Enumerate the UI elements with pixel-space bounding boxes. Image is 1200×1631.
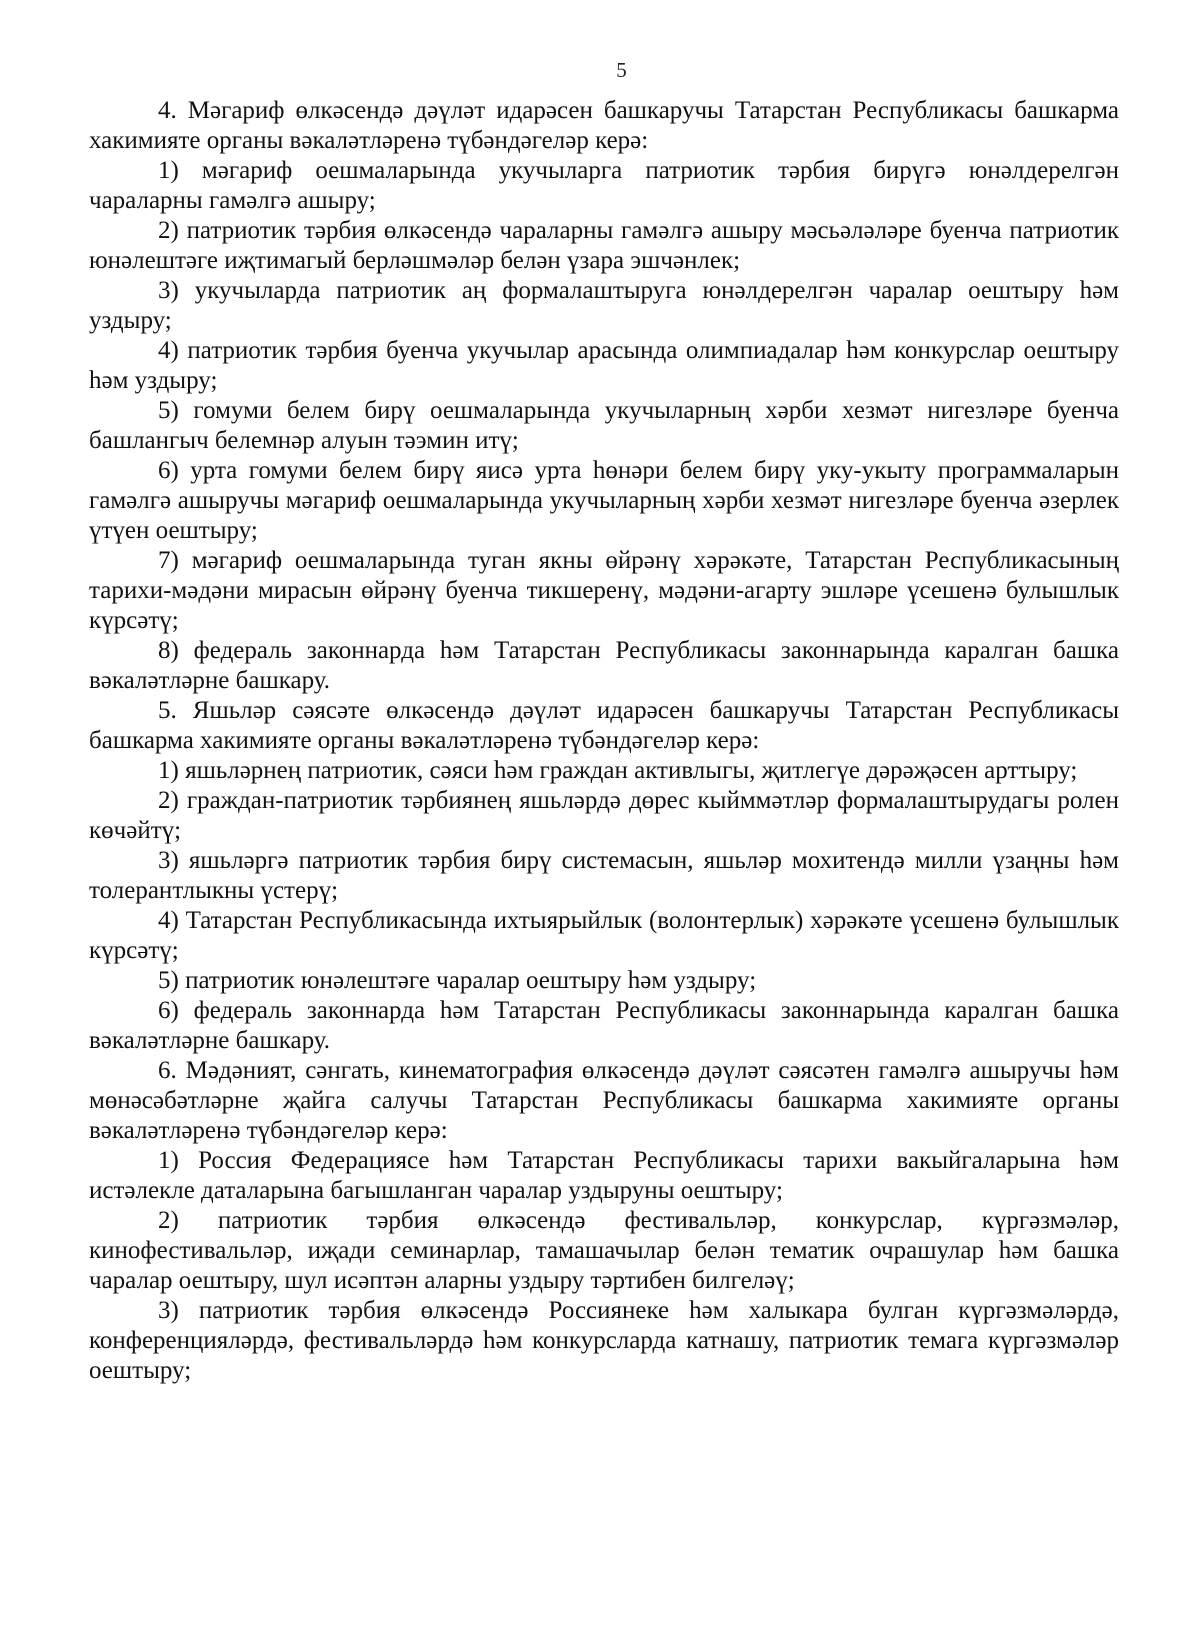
paragraph-4-item-5: 5) гомуми белем бирү оешмаларында укучыларның хәрби хезмәт нигезләре буенча башлангыч белемнәр алуын тәэмин итү; — [89, 397, 1119, 454]
paragraph-4-item-3: 3) укучыларда патриотик аң формалаштыруга юнәлдерелгән чаралар оештыру һәм уздыру; — [89, 277, 1119, 334]
page-number: 5 — [616, 58, 627, 82]
paragraph-6-item-3: 3) патриотик тәрбия өлкәсендә Россиянеке һәм халыкара булган күргәзмәләрдә, конференцияләрдә, фестивальләрдә һәм конкурсларда катнашу, патриотик темага күргәзмәләр оештыру; — [89, 1297, 1119, 1384]
paragraph-6-item-2: 2) патриотик тәрбия өлкәсендә фестивальләр, конкурслар, күргәзмәләр, кинофестивальләр, иҗади семинарлар, тамашачылар белән тематик очрашулар һәм башка чаралар оештыру, шул исәптән аларны уздыру тәртибен билгеләү; — [89, 1207, 1119, 1294]
paragraph-5-item-5: 5) патриотик юнәлештәге чаралар оештыру һәм уздыру; — [158, 967, 757, 994]
paragraph-6-heading: 6. Мәдәният, сәнгать, кинематография өлкәсендә дәүләт сәясәтен гамәлгә ашыручы һәм мөнәсәбәтләрне җайга салучы Татарстан Республикасы башкарма хакимияте органы вәкаләтләренә түбәндәгеләр керә: — [89, 1057, 1119, 1144]
paragraph-5-heading: 5. Яшьләр сәясәте өлкәсендә дәүләт идарәсен башкаручы Татарстан Республикасы башкарма хакимияте органы вәкаләтләренә түбәндәгеләр керә: — [89, 697, 1119, 754]
paragraph-5-item-3: 3) яшьләргә патриотик тәрбия бирү системасын, яшьләр мохитендә милли үзаңны һәм толерантлыкны үстерү; — [89, 847, 1119, 904]
paragraph-5-item-1: 1) яшьләрнең патриотик, сәяси һәм граждан активлыгы, җитлегүе дәрәҗәсен арттыру; — [158, 757, 1078, 784]
paragraph-4-heading: 4. Мәгариф өлкәсендә дәүләт идарәсен башкаручы Татарстан Республикасы башкарма хакимияте органы вәкаләтләренә түбәндәгеләр керә: — [89, 97, 1119, 154]
paragraph-4-item-7: 7) мәгариф оешмаларында туган якны өйрәнү хәрәкәте, Татарстан Республикасының тарихи-мәдәни мирасын өйрәнү буенча тикшеренү, мәдәни-агарту эшләре үсешенә булышлык күрсәтү; — [89, 547, 1119, 634]
paragraph-4-item-4: 4) патриотик тәрбия буенча укучылар арасында олимпиадалар һәм конкурслар оештыру һәм уздыру; — [89, 337, 1119, 394]
document-body — [89, 96, 1119, 1386]
paragraph-4-item-6: 6) урта гомуми белем бирү яисә урта һөнәри белем бирү уку-укыту программаларын гамәлгә ашыручы мәгариф оешмаларында укучыларның хәрби хезмәт нигезләре буенча әзерлек үтүен оештыру; — [89, 457, 1119, 544]
paragraph-5-item-4: 4) Татарстан Республикасында ихтыярыйлык (волонтерлык) хәрәкәте үсешенә булышлык күрсәтү; — [89, 907, 1119, 964]
paragraph-5-item-6: 6) федераль законнарда һәм Татарстан Республикасы законнарында каралган башка вәкаләтләрне башкару. — [89, 997, 1119, 1054]
paragraph-4-item-8: 8) федераль законнарда һәм Татарстан Республикасы законнарында каралган башка вәкаләтләрне башкару. — [89, 637, 1119, 694]
paragraph-4-item-2: 2) патриотик тәрбия өлкәсендә чараларны гамәлгә ашыру мәсьәләләре буенча патриотик юнәлештәге иҗтимагый берләшмәләр белән үзара эшчәнлек; — [89, 217, 1119, 274]
paragraph-4-item-1: 1) мәгариф оешмаларында укучыларга патриотик тәрбия бирүгә юнәлдерелгән чараларны гамәлгә ашыру; — [89, 157, 1119, 214]
paragraph-5-item-2: 2) граждан-патриотик тәрбиянең яшьләрдә дөрес кыйммәтләр формалаштырудагы ролен көчәйтү; — [89, 787, 1119, 844]
paragraph-6-item-1: 1) Россия Федерациясе һәм Татарстан Республикасы тарихи вакыйгаларына һәм истәлекле даталарына багышланган чаралар уздыруны оештыру; — [89, 1147, 1119, 1204]
